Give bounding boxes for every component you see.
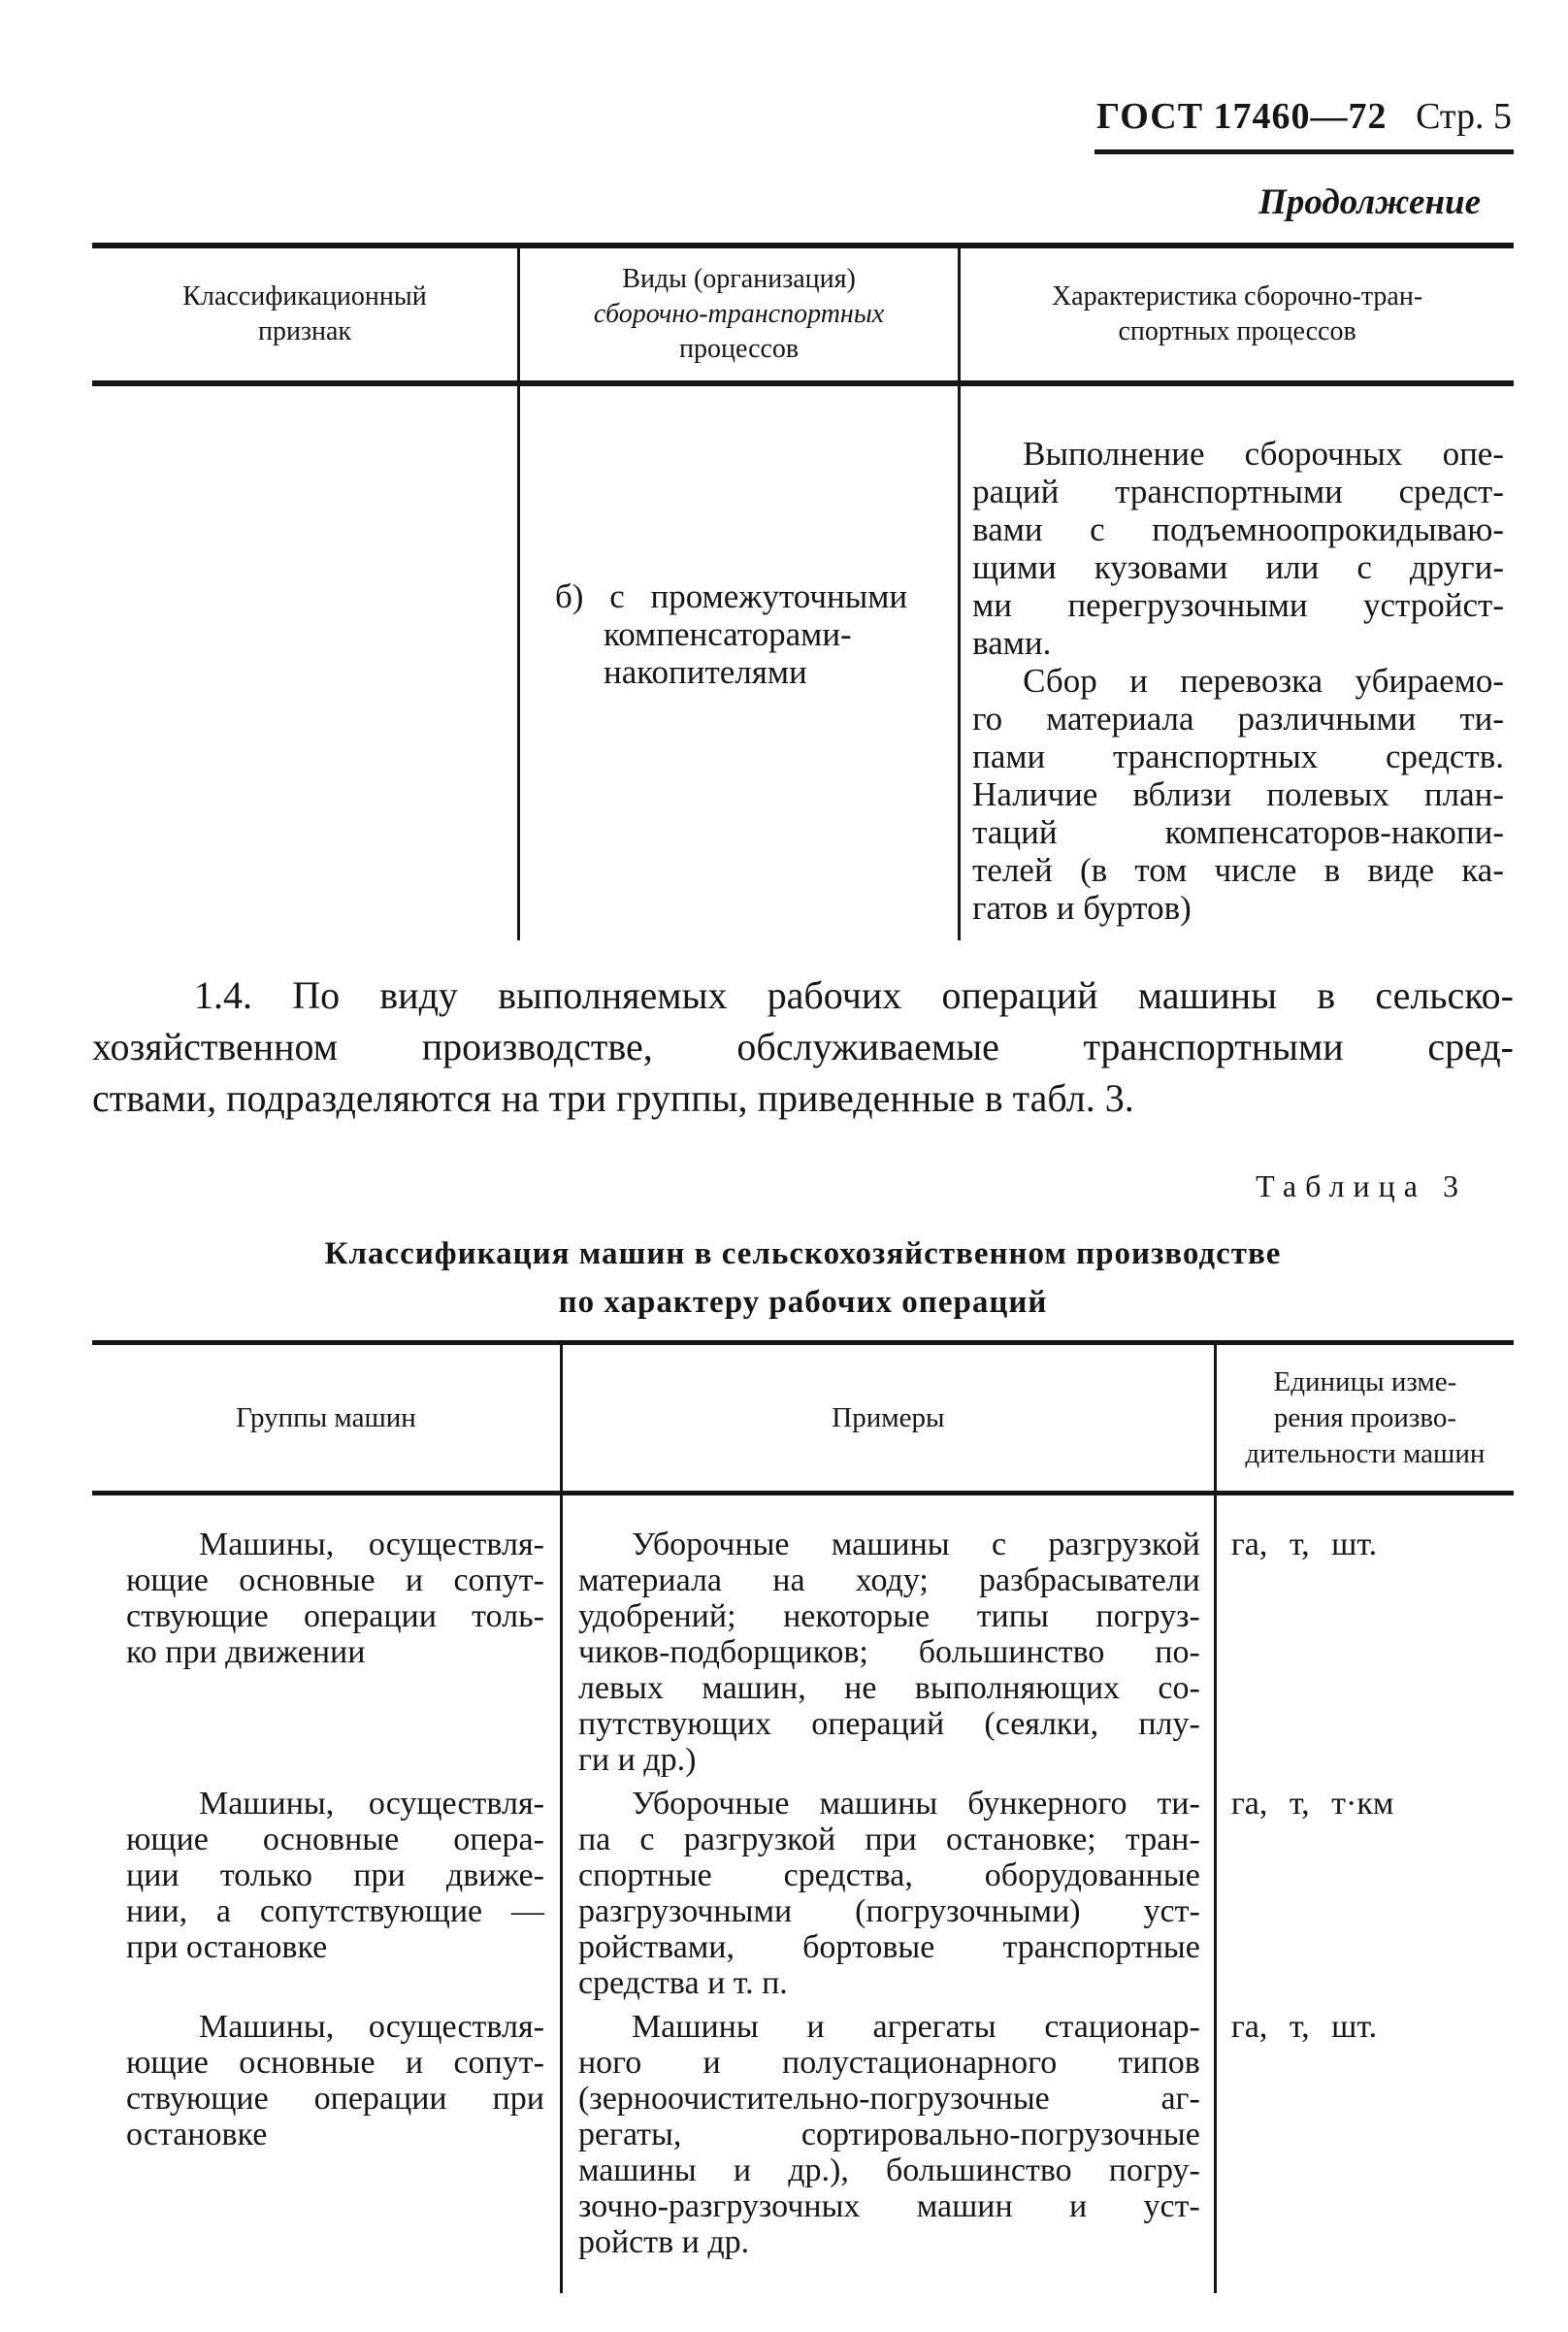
- machine-groups-table-head: [92, 1343, 1514, 1494]
- t2-header-units: Единицы изме- рения произво- дительности машин: [1215, 1343, 1514, 1494]
- units-cell: га, т, шт.: [1215, 1494, 1514, 1779]
- examples-text: Уборочные машины бункерного ти- па с разгрузкой при остановке; тран- спортные средства, оборудованные разгрузочными (погрузочными) уст- ройствами, бортовые транспортные средства и т. п.: [577, 1786, 1200, 2001]
- t1-header-process-types-line3: процессов: [678, 334, 800, 364]
- machine-groups-table: [92, 1340, 1514, 2293]
- table-row: [92, 1778, 1514, 2001]
- t1-cell-characteristic: [960, 383, 1514, 940]
- table-row: [92, 1494, 1514, 1779]
- table-3-title: Классификация машин в сельскохозяйственном производстве по характеру рабочих операций: [324, 1236, 1282, 1320]
- classification-table-head: [92, 246, 1514, 383]
- group-text: Машины, осуществля- ющие основные и сопут- ствующие операции при остановке: [126, 2009, 544, 2152]
- paragraph-1-4: 1.4. По виду выполняемых рабочих операций машины в сельско- хозяйственном производстве, обслуживаемые транспортными сред- ствами, подразделяются на три группы, приведенные в табл. 3.: [92, 973, 1514, 1120]
- page-number: Стр. 5: [1416, 96, 1512, 137]
- examples-cell: [561, 1494, 1215, 1779]
- classification-table-body: [92, 383, 1514, 940]
- characteristic-paragraph-1: Выполнение сборочных опе- раций транспортными средст- вами с подъемноопрокидываю- щими кузовами или с други- ми перегрузочными устройст- вами.: [972, 435, 1504, 662]
- t1-cell-item-b: [519, 383, 960, 940]
- table-row: [92, 383, 1514, 940]
- table-row: [92, 2001, 1514, 2293]
- machine-groups-table-body: [92, 1494, 1514, 2294]
- examples-cell: [561, 2001, 1215, 2293]
- t2-header-examples: Примеры: [561, 1343, 1215, 1494]
- t1-header-process-types-line2: сборочно-транспортных: [593, 299, 885, 329]
- t1-header-process-types-line1: Виды (организация): [622, 264, 856, 294]
- item-b-text: б) с промежуточными компенсаторами- накопителями: [555, 577, 908, 691]
- units-cell: га, т, т·км: [1215, 1778, 1514, 2001]
- group-text: Машины, осуществля- ющие основные и сопут- ствующие операции толь- ко при движении: [126, 1527, 544, 1670]
- examples-text: Машины и агрегаты стационар- ного и полустационарного типов (зерноочистительно-погрузочные аг- регаты, сортировально-погрузочные машины и др.), большинство погру- зочно-разгрузочных машин и уст- ройств и др.: [577, 2009, 1200, 2260]
- running-head: [1094, 95, 1514, 154]
- table-3-caption: Таблица 3: [1256, 1168, 1467, 1203]
- table-header-row: [92, 246, 1514, 383]
- characteristic-paragraph-2: Сбор и перевозка убираемо- го материала различными ти- пами транспортных средств. Наличие вблизи полевых план- таций компенсаторов-накопи- телей (в том числе в виде ка- гатов и буртов): [972, 662, 1504, 927]
- t1-header-classification-attribute: Классификационный признак: [92, 246, 519, 383]
- t2-header-machine-groups: Группы машин: [92, 1343, 561, 1494]
- t1-cell-attribute-empty: [92, 383, 519, 940]
- t1-header-process-types: [519, 246, 960, 383]
- units-cell: га, т, шт.: [1215, 2001, 1514, 2293]
- continuation-label: Продолжение: [1258, 182, 1481, 222]
- group-cell: [92, 1494, 561, 1779]
- doc-number: ГОСТ 17460—72: [1096, 96, 1388, 137]
- group-cell: [92, 1778, 561, 2001]
- group-text: Машины, осуществля- ющие основные опера- ции только при движе- нии, а сопутствующие — при остановке: [126, 1786, 544, 1965]
- group-cell: [92, 2001, 561, 2293]
- examples-cell: [561, 1778, 1215, 2001]
- t1-header-process-characteristic: Характеристика сборочно-тран- спортных процессов: [960, 246, 1514, 383]
- examples-text: Уборочные машины с разгрузкой материала на ходу; разбрасыватели удобрений; некоторые типы погруз- чиков-подборщиков; большинство по- левых машин, не выполняющих со- путствующих операций (сеялки, плу- ги и др.): [577, 1527, 1200, 1778]
- table-header-row: [92, 1343, 1514, 1494]
- classification-table: [92, 243, 1514, 940]
